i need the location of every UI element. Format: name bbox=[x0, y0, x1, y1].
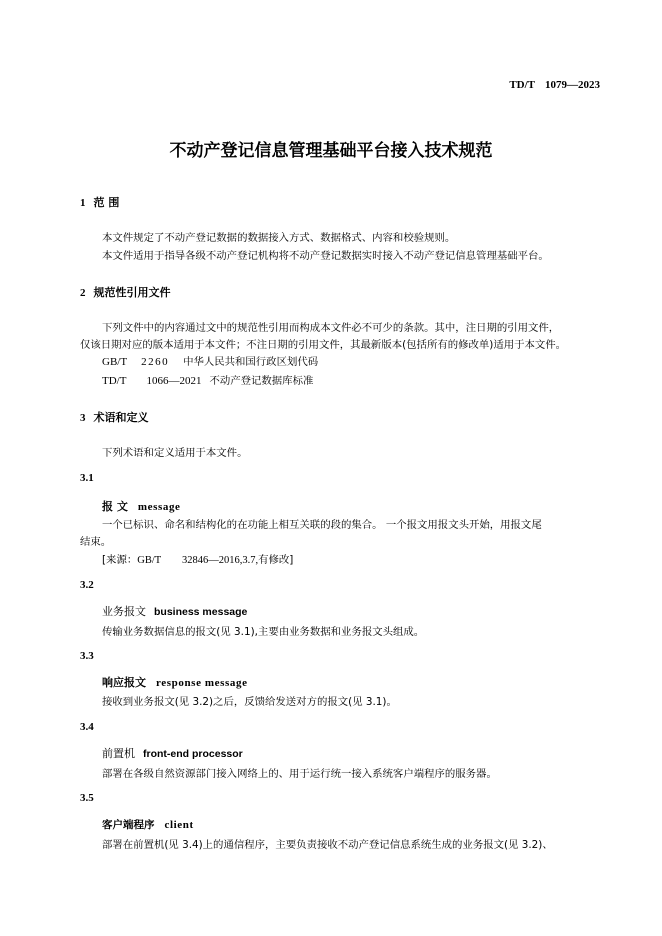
normative-reference bbox=[102, 372, 313, 387]
normative-reference bbox=[102, 353, 318, 368]
reference-title: 中华人民共和国行政区划代码 bbox=[183, 356, 319, 368]
term-definition: 一个已标识、命名和结构化的在功能上相互关联的段的集合。 一个报文用报文头开始，用报文尾 bbox=[102, 519, 542, 531]
paragraph-line: 下列文件中的内容通过文中的规范性引用而构成本文件必不可少的条款。其中，注日期的引用文件， bbox=[102, 322, 560, 334]
section-heading-1 bbox=[80, 194, 119, 210]
section-number: 1 bbox=[80, 197, 86, 209]
term-number: 3.5 bbox=[80, 792, 94, 804]
term-en: response message bbox=[156, 677, 248, 689]
paragraph-line-continued: 仅该日期对应的版本适用于本文件；不注日期的引用文件，其最新版本(包括所有的修改单)适用于本文件。 bbox=[80, 339, 567, 351]
source-close: 有修改] bbox=[258, 554, 294, 566]
section-heading-2 bbox=[80, 284, 171, 300]
standard-prefix: TD/T bbox=[509, 79, 535, 91]
term-zh: 报 文 bbox=[102, 500, 128, 513]
term-heading bbox=[102, 674, 248, 690]
standard-number: 1079—2023 bbox=[545, 79, 600, 91]
term-definition: 传输业务数据信息的报文(见 3.1),主要由业务数据和业务报文头组成。 bbox=[102, 626, 425, 638]
term-zh: 前置机 bbox=[102, 747, 135, 760]
section-heading-3 bbox=[80, 409, 149, 425]
term-definition: 部署在各级自然资源部门接入网络上的、用于运行统一接入系统客户端程序的服务器。 bbox=[102, 768, 497, 780]
term-number: 3.3 bbox=[80, 650, 94, 662]
paragraph: 本文件适用于指导各级不动产登记机构将不动产登记数据实时接入不动产登记信息管理基础平台。 bbox=[102, 250, 549, 262]
source-open: [来源： bbox=[102, 554, 138, 566]
term-en: message bbox=[137, 501, 181, 513]
term-heading bbox=[102, 745, 243, 761]
term-en: business message bbox=[154, 606, 248, 618]
term-definition: 部署在前置机(见 3.4)上的通信程序，主要负责接收不动产登记信息系统生成的业务报文(见 3.2)、 bbox=[102, 839, 553, 851]
term-zh: 客户端程序 bbox=[102, 819, 155, 831]
section-title: 范 围 bbox=[93, 196, 120, 209]
reference-title: 不动产登记数据库标准 bbox=[209, 375, 314, 387]
paragraph: 本文件规定了不动产登记数据的数据接入方式、数据格式、内容和校验规则。 bbox=[102, 232, 456, 244]
term-en: client bbox=[164, 819, 194, 831]
reference-prefix: GB/T bbox=[102, 356, 128, 368]
reference-number: 2260 bbox=[141, 356, 170, 368]
term-en: front-end processor bbox=[143, 748, 243, 760]
term-number: 3.1 bbox=[80, 472, 94, 484]
term-heading bbox=[102, 817, 194, 832]
term-number: 3.2 bbox=[80, 579, 94, 591]
term-zh: 业务报文 bbox=[102, 605, 146, 618]
term-definition-continued: 结束。 bbox=[80, 536, 112, 548]
standard-code bbox=[509, 79, 600, 91]
term-source bbox=[102, 551, 293, 567]
section-title: 术语和定义 bbox=[93, 411, 149, 424]
reference-prefix: TD/T bbox=[102, 375, 127, 387]
source-reference: GB/T 32846—2016,3.7, bbox=[137, 555, 259, 566]
term-heading bbox=[102, 498, 181, 514]
document-title: 不动产登记信息管理基础平台接入技术规范 bbox=[169, 141, 493, 161]
section-number: 3 bbox=[80, 412, 86, 424]
paragraph: 下列术语和定义适用于本文件。 bbox=[102, 447, 248, 459]
term-definition: 接收到业务报文(见 3.2)之后，反馈给发送对方的报文(见 3.1)。 bbox=[102, 696, 397, 708]
reference-number: 1066—2021 bbox=[146, 375, 202, 387]
section-title: 规范性引用文件 bbox=[93, 286, 171, 299]
term-heading bbox=[102, 603, 247, 619]
term-zh: 响应报文 bbox=[102, 676, 146, 689]
section-number: 2 bbox=[80, 287, 86, 299]
term-number: 3.4 bbox=[80, 721, 94, 733]
